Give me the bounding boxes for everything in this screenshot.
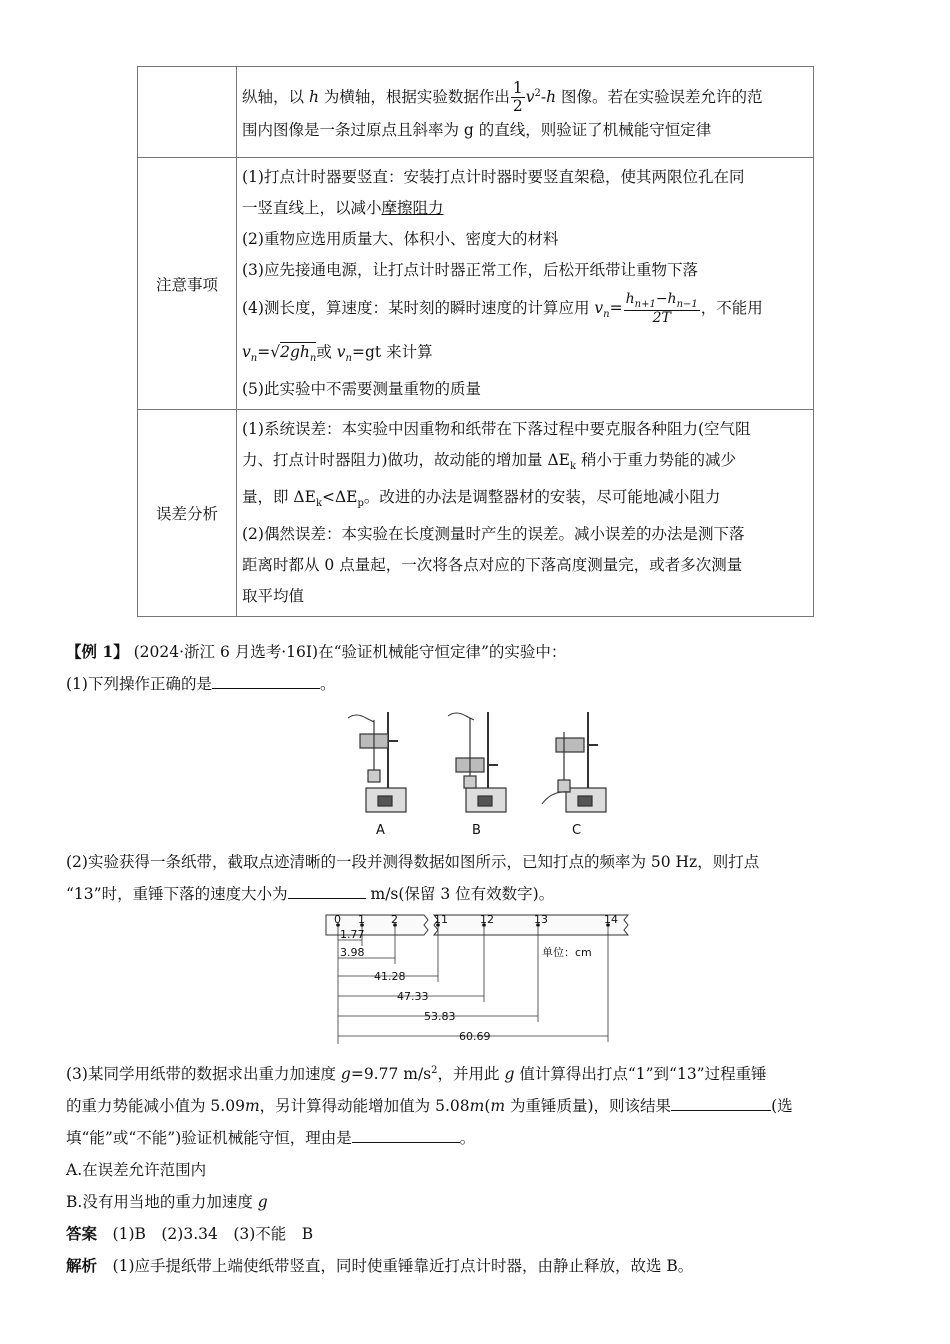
summary-table <box>137 66 814 617</box>
answer-blank <box>671 1094 771 1111</box>
measure-value: 3.98 <box>340 946 365 959</box>
text-line: (4)测长度，算速度：某时刻的瞬时速度的计算应用 $v_n=$ $\frac{h_{n+1}-h_{n-1}}{2T}$ ，不能用 <box>242 290 763 326</box>
apparatus-figure <box>330 708 630 840</box>
apparatus-a <box>348 712 406 812</box>
paper-tape-figure <box>322 912 634 1052</box>
option-b: B.没有用当地的重力加速度 g <box>66 1193 268 1211</box>
tape-point-label: 11 <box>434 913 448 926</box>
fraction-velocity: $\frac{h_{n+1}-h_{n-1}}{2T}$ <box>625 290 698 326</box>
text-line: 力、打点计时器阻力)做功，故动能的增加量 $\Delta E_k$ 稍小于重力势能的减少 <box>242 451 736 473</box>
text-line: (3)应先接通电源，让打点计时器正常工作，后松开纸带让重物下落 <box>242 261 698 279</box>
apparatus-c <box>542 712 606 812</box>
text-line: (2)偶然误差：本实验在长度测量时产生的误差。减小误差的办法是测下落 <box>242 525 745 544</box>
text-line: 一竖直线上，以减小摩擦阻力 <box>242 199 444 217</box>
row-content-errors <box>237 410 814 617</box>
answer-line: 答案 (1)B (2)3.34 (3)不能 B <box>66 1224 314 1243</box>
text-line: 取平均值 <box>242 587 305 606</box>
apparatus-b <box>448 712 506 812</box>
text-line: 距离时都从 0 点量起，一次将各点对应的下落高度测量完，或者多次测量 <box>242 556 743 575</box>
fraction-half: $\frac{1}{2}$ <box>512 79 523 116</box>
measure-value: 47.33 <box>397 990 429 1003</box>
text-line: (2)重物应选用质量大、体积小、密度大的材料 <box>242 230 559 248</box>
row-label-empty <box>138 67 237 158</box>
table-row <box>138 67 814 158</box>
text-line: 纵轴，以 h 为横轴，根据实验数据作出 $\frac{1}{2}$ $v^2-h$ 图像。若在实验误差允许的范 <box>242 79 763 116</box>
question-2-line1: (2)实验获得一条纸带，截取点迹清晰的一段并测得数据如图所示，已知打点的频率为 50 Hz，则打点 <box>66 853 760 871</box>
text-line: (1)系统误差：本实验中因重物和纸带在下落过程中要克服各种阻力(空气阻 <box>242 420 751 439</box>
tape-point-label: 13 <box>534 913 548 926</box>
answer-blank <box>288 882 366 899</box>
figure-label-b: B <box>472 823 481 838</box>
tape-point-label: 0 <box>334 913 341 926</box>
option-a: A.在误差允许范围内 <box>66 1161 207 1179</box>
text-line: (5)此实验中不需要测量重物的质量 <box>242 380 481 399</box>
text-line: 围内图像是一条过原点且斜率为 g 的直线，则验证了机械能守恒定律 <box>242 121 712 140</box>
row-label-notes: 注意事项 <box>138 158 237 410</box>
question-3-line1: (3)某同学用纸带的数据求出重力加速度 g=9.77 $m/s^2$，并用此 g 值计算得出打点“1”到“13”过程重锤 <box>66 1064 767 1083</box>
tape-unit: 单位：cm <box>542 946 592 959</box>
table-row <box>138 410 814 617</box>
row-content-notes <box>237 158 814 410</box>
measure-value: 41.28 <box>374 970 406 983</box>
row-content-principle <box>237 67 814 158</box>
question-2-line2: “13”时，重锤下落的速度大小为 m/s(保留 3 位有效数字)。 <box>66 882 554 904</box>
text-line: (1)打点计时器要竖直：安装打点计时器时要竖直架稳，使其两限位孔在同 <box>242 168 745 186</box>
answer-blank <box>212 672 320 689</box>
measure-value: 1.77 <box>340 928 365 941</box>
question-3-line2: 的重力势能减小值为 5.09m，另计算得动能增加值为 5.08m(m 为重锤质量)，则该结果 (选 <box>66 1094 793 1116</box>
measure-value: 60.69 <box>459 1030 491 1043</box>
text-line: $v_n=√2gh_n$或 $v_n=gt$ 来计算 <box>242 343 433 365</box>
example-header: 【例 1】 (2024·浙江 6 月选考·16Ⅰ)在“验证机械能守恒定律”的实验中： <box>66 642 567 661</box>
answer-blank <box>352 1126 460 1143</box>
text-line: 量，即 $\Delta E_k<\Delta E_p$。改进的办法是调整器材的安装，尽可能地减小阻力 <box>242 488 721 510</box>
question-1: (1)下列操作正确的是 。 <box>66 672 335 694</box>
tape-point-label: 1 <box>358 913 365 926</box>
tape-point-label: 2 <box>391 913 398 926</box>
sqrt-sign: √ <box>270 343 281 362</box>
tape-distances <box>338 927 608 1044</box>
tape-point-label: 14 <box>604 913 618 926</box>
table-row <box>138 158 814 410</box>
analysis-line: 解析 (1)应手提纸带上端使纸带竖直，同时使重锤靠近打点计时器，由静止释放，故选 B。 <box>66 1256 694 1275</box>
row-label-errors: 误差分析 <box>138 410 237 617</box>
tape-point-label: 12 <box>480 913 494 926</box>
measure-value: 53.83 <box>424 1010 456 1023</box>
question-3-line3: 填“能”或“不能”)验证机械能守恒，理由是 。 <box>66 1126 475 1148</box>
figure-label-c: C <box>572 823 582 838</box>
figure-label-a: A <box>376 823 385 838</box>
sqrt-radicand: $2gh_n$ <box>280 343 317 365</box>
